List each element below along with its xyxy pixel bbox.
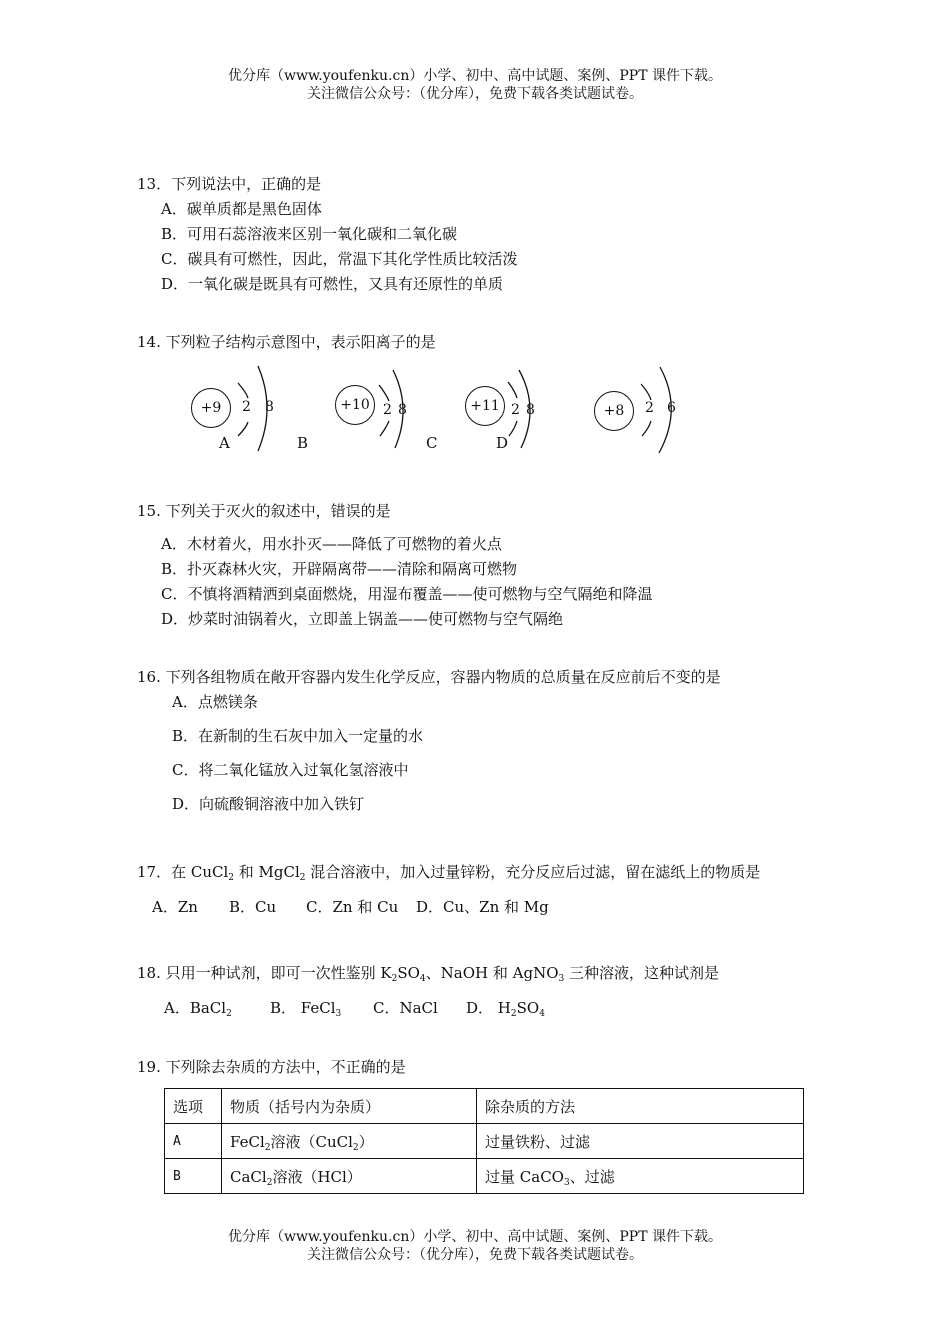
table-cell-key: A [165,1124,222,1159]
q18-option-a: A．BaCl$_2$ [164,999,232,1019]
q14-label-d: D [496,434,509,452]
table-header-substance: 物质（括号内为杂质） [222,1089,477,1124]
footer-line-2: 关注微信公众号：（优分库），免费下载各类试题试卷。 [307,1247,643,1263]
table-cell-substance: FeCl$_2$溶液（CuCl$_2$） [222,1124,477,1159]
q14-label-a: A [219,434,230,452]
q13-stem: 13．下列说法中，正确的是 [137,175,322,193]
table-row [165,1124,804,1159]
footer-line-1: 优分库（www.youfenku.cn）小学、初中、高中试题、案例、PPT 课件下载。 [227,1229,722,1245]
q15-stem: 15. 下列关于灭火的叙述中，错误的是 [137,502,391,520]
table-cell-key: B [165,1159,222,1194]
q18-stem: 18. 只用一种试剂，即可一次性鉴别 $K_2SO_4$、NaOH 和 AgNO$_3$ 三种溶液，这种试剂是 [137,964,720,984]
shell-1-1: 2 [242,399,251,415]
table-header-row [165,1089,804,1124]
q18-option-b: B． FeCl$_3$ [270,999,342,1019]
header-line-2: 关注微信公众号：（优分库），免费下载各类试题试卷。 [307,86,643,102]
nucleus-3: +11 [465,386,505,426]
shell-1-2: 8 [265,399,274,415]
q17-option-b: B．Cu [229,898,277,916]
q15-option-b: B．扑灭森林火灾，开辟隔离带——清除和隔离可燃物 [161,560,518,578]
shell-3-1: 2 [511,402,520,418]
q17-option-c: C．Zn 和 Cu [306,898,399,916]
table-header-option: 选项 [165,1089,222,1124]
q14-label-c: C [426,434,438,452]
q13-option-b: B．可用石蕊溶液来区别一氧化碳和二氧化碳 [161,225,458,243]
q13-option-d: D．一氧化碳是既具有可燃性，又具有还原性的单质 [161,275,504,293]
nucleus-2: +10 [335,385,375,425]
nucleus-4: +8 [594,391,634,431]
shell-4-2: 6 [667,400,676,416]
table-cell-method: 过量 CaCO$_3$、过滤 [477,1159,804,1194]
header-line-1: 优分库（www.youfenku.cn）小学、初中、高中试题、案例、PPT 课件下载。 [227,68,722,84]
table-header-method: 除杂质的方法 [477,1089,804,1124]
q16-option-d: D．向硫酸铜溶液中加入铁钉 [172,795,365,813]
q18-option-c: C．NaCl [373,999,438,1017]
q18-option-d: D． $H_2SO_4$ [466,999,545,1019]
q16-stem: 16. 下列各组物质在敞开容器内发生化学反应，容器内物质的总质量在反应前后不变的是 [137,668,721,686]
q13-option-a: A．碳单质都是黑色固体 [161,200,322,218]
q14-label-b: B [297,434,309,452]
q13-option-c: C．碳具有可燃性，因此，常温下其化学性质比较活泼 [161,250,518,268]
table-cell-method: 过量铁粉、过滤 [477,1124,804,1159]
q16-option-b: B．在新制的生石灰中加入一定量的水 [172,727,424,745]
shell-2-1: 2 [383,402,392,418]
q15-option-d: D．炒菜时油锅着火，立即盖上锅盖——使可燃物与空气隔绝 [161,610,564,628]
shell-4-1: 2 [645,400,654,416]
table-cell-substance: CaCl$_2$溶液（HCl） [222,1159,477,1194]
shell-2-2: 8 [398,402,407,418]
q17-stem: 17．在 CuCl$_2$ 和 MgCl$_2$ 混合溶液中，加入过量锌粉，充分反应后过滤，留在滤纸上的物质是 [137,863,761,883]
q16-option-a: A．点燃镁条 [172,693,258,711]
table-row [165,1159,804,1194]
q17-option-a: A．Zn [152,898,198,916]
q15-option-a: A．木材着火，用水扑灭——降低了可燃物的着火点 [161,535,502,553]
q17-option-d: D．Cu、Zn 和 Mg [416,898,549,916]
q19-table [164,1088,804,1194]
q15-option-c: C．不慎将酒精洒到桌面燃烧，用湿布覆盖——使可燃物与空气隔绝和降温 [161,585,653,603]
q14-stem: 14. 下列粒子结构示意图中，表示阳离子的是 [137,333,436,351]
nucleus-1: +9 [191,388,231,428]
q16-option-c: C．将二氧化锰放入过氧化氢溶液中 [172,761,409,779]
shell-3-2: 8 [526,402,535,418]
q19-stem: 19. 下列除去杂质的方法中，不正确的是 [137,1058,406,1076]
